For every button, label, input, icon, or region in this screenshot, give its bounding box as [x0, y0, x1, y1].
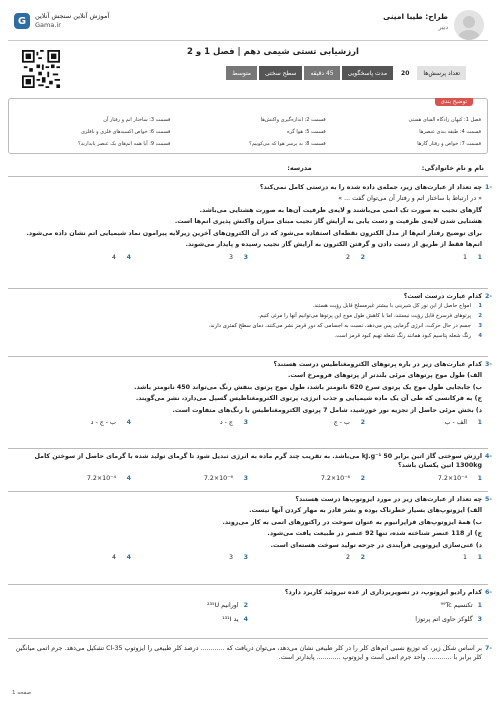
- option-text: 7.2×10⁻⁴: [437, 474, 467, 482]
- option[interactable]: 2 ب - ج: [333, 419, 365, 427]
- brand-name: آموزش آنلاین سنجش آنلاین: [35, 12, 110, 20]
- option[interactable]: 3 جسم در حال حرکت، انرژی گرمایی پس می‌دهد، نسبت به اجسامی که دور قرمز نشر می‌کنند، دمای سطح کمتری دارند.: [208, 323, 482, 330]
- option-text: ید ¹³¹I: [222, 615, 239, 623]
- page-number: صفحه 1: [12, 690, 32, 696]
- topic-item: قسمت 6: خواص اکسیدهای فلزی و نافلزی: [80, 129, 171, 135]
- header-divider: [8, 40, 488, 41]
- statement: د) بخش مرئی حاصل از تجزیه نور خورشید، شامل 7 پرتوی الکترومغناطیس با رنگ‌های متفاوت است.: [172, 406, 482, 414]
- info-duration-value: 45 دقیقه: [304, 66, 339, 80]
- option-text: الف - ب: [444, 419, 467, 427]
- statement: اتم‌ها فقط از طریق از دست دادن و گرفتن الکترون به آرایش گاز نجیب رسیده و پایدار می‌شوند.: [185, 241, 482, 249]
- question-stem: « در ارتباط با ساختار اتم و رفتار آن می‌توان گفت ... »: [338, 195, 482, 203]
- option[interactable]: 1 امواج حاصل از این نور کل شیرینی با بیشتر غیرمسلح قابل رؤیت هستند.: [312, 303, 482, 310]
- option[interactable]: 2 2: [345, 554, 365, 562]
- topic-item: قسمت 4: طبقه بندی عنصرها: [419, 129, 481, 135]
- question-1: [14, 183, 492, 262]
- options-row: [14, 474, 482, 483]
- topics-grid: [15, 117, 481, 147]
- topic-item: قسمت 7: خواص و رفتار گازها: [417, 141, 481, 147]
- options-row: [14, 418, 482, 427]
- statement: الف) طول موج پرتوهای مرئی بلندتر از پرتوهای فرومرخ است.: [287, 372, 482, 380]
- option[interactable]: 4 4: [111, 554, 131, 562]
- question-number: -4: [484, 453, 492, 460]
- topic-item: قسمت 5: هوا گره: [287, 129, 326, 135]
- topic-item: فصل 1: کیهان زادگاه الفبای هستی: [408, 117, 481, 123]
- question-text: کدام رادیو ایزوتوپ، در تصویربرداری از غده تیروئید کاربرد دارد؟: [284, 589, 482, 596]
- option[interactable]: 4 4: [111, 253, 131, 261]
- statement: ب) جابجایی طول موج یک پرتوی سرخ 620 نانومتر باشد، طول موج پرتوی بنفش رنگ می‌تواند 450 نانومتر باشد.: [134, 383, 482, 391]
- option[interactable]: 1 1: [462, 253, 482, 261]
- question-number: -2: [484, 293, 492, 300]
- option-text: ب - ج - د: [90, 419, 116, 427]
- option[interactable]: 2 7.2×10⁻⁶: [320, 474, 365, 482]
- option[interactable]: 1تکنسیم ⁹⁹Tc: [440, 602, 482, 610]
- option[interactable]: 1 1: [462, 554, 482, 562]
- statement: ج) به فرکانسی که طی آن یک ماده شیمیایی و جذب انرژی، پرتوی الکترومغناطیس گسیل می‌دارد، نشر می‌گویند.: [135, 395, 482, 403]
- option-text: اورانیم ²³⁵U: [206, 602, 239, 610]
- question-text: چه تعداد از عبارت‌های زیر، جمله‌ی داده شده را به درستی کامل نمی‌کند؟: [259, 184, 482, 191]
- question-divider: [8, 638, 488, 639]
- question-divider: [8, 288, 488, 289]
- option-text: 1: [462, 554, 467, 562]
- option-text: رنگ شعله پتاسیم کبود همانند رنگ شعله تهیم کبود قرمز است.: [334, 333, 471, 340]
- topic-item: قسمت 3: ساختار اتم و رفتار آن: [103, 117, 171, 123]
- statement: گازهای نجیب به صورت تک اتمی می‌باشند و لایه‌ی ظرفیت آن‌ها به صورت هشتایی می‌باشد.: [199, 206, 482, 214]
- info-count-label: تعداد پرسش‌ها: [417, 66, 466, 80]
- statement: الف) ایزوتوپ‌های بسیار خطرناک بوده و بشر قادر به مهار کردن آنها نیست.: [249, 507, 482, 515]
- qr-code-icon: [22, 50, 60, 88]
- options-row: [14, 553, 482, 562]
- option-text: پرتوهای فرسرخ قابل رؤیت نیستند، اما با کاهش طول موج این پرتوها می‌توانیم آنها را مرئی کنیم.: [258, 313, 471, 320]
- option-text: 7.2×10⁻⁶: [203, 474, 233, 482]
- page-title: ارزشیابی تستی شیمی دهم | فصل 1 و 2: [187, 47, 359, 57]
- brand[interactable]: [14, 12, 109, 30]
- topic-item: قسمت 8: به پرسر هوا که می‌کوییم؟: [249, 141, 326, 147]
- option-text: امواج حاصل از این نور کل شیرینی با بیشتر غیرمسلح قابل رؤیت هستند.: [312, 303, 471, 310]
- question-6: [14, 588, 492, 624]
- option[interactable]: 2اورانیم ²³⁵U: [206, 602, 248, 610]
- option-text: 2: [345, 253, 350, 261]
- options-row: [14, 615, 482, 624]
- statement: د) غنی‌سازی ایزوتوپی فرآیندی در جرحه تولید سوخت هسته‌ای است.: [270, 541, 482, 549]
- option-text: 2: [345, 554, 350, 562]
- option-text: ج - د: [219, 419, 233, 427]
- question-7: [14, 644, 492, 663]
- question-text: ارزش سوختی گاز اتین برابر kJ.g⁻¹ 50 می‌باشد. به تقریب چند گرم ماده به انرژی تبدیل شود تا گرمای تولید شده با گرمای حاصل از سوختن کامل 1300kg اتین یکسان باشد؟: [34, 453, 482, 470]
- avatar: [454, 10, 484, 40]
- option[interactable]: 3 ج - د: [219, 419, 248, 427]
- topic-item: قسمت 9: آیا همه اتم‌های یک عنصر پایدارند؟: [78, 141, 171, 147]
- question-divider: [8, 491, 488, 492]
- option[interactable]: 4ید ¹³¹I: [222, 615, 248, 623]
- option[interactable]: 4 ب - ج - د: [90, 419, 131, 427]
- question-text: بر اساس شکل زیر، که توزیع نسبی اتم‌های کلر را در کلر طبیعی نشان می‌دهد، می‌توان دریافت که ............ درصد کلر طبیعی را ایزوتوپ Cl-35 تشکیل می‌دهد. جرم اتمی میانگین کلر برابر با ............ واحد جرم اتمی است و ایزوتوپ ............ پایدارتر است.: [15, 645, 482, 662]
- statement: هشتایی شدن لایه‌ی ظرفیت و دست یابی به آرایش گاز نجیب مبنای میزان واکنش پذیری اتم‌ها است.: [174, 218, 482, 226]
- question-text: کدام عبارت درست است؟: [403, 293, 482, 300]
- question-number: -6: [484, 589, 492, 596]
- exam-info-bar: [226, 66, 466, 80]
- option[interactable]: 4 7.2×10⁻⁴: [86, 474, 131, 482]
- option-text: ب - ج: [333, 419, 350, 427]
- option-text: 4: [111, 554, 116, 562]
- question-2: [14, 292, 492, 341]
- question-text: چه تعداد از عبارت‌های زیر در مورد ایزوتوپ‌ها درست هستند؟: [295, 496, 482, 503]
- option-text: 7.2×10⁻⁴: [86, 474, 116, 482]
- option[interactable]: 1 الف - ب: [444, 419, 482, 427]
- page-header: [8, 8, 488, 48]
- option-text: جسم در حال حرکت، انرژی گرمایی پس می‌دهد، نسبت به اجسامی که دور قرمز نشر می‌کنند، دمای سطح کمتری دارند.: [208, 323, 471, 330]
- statement: ب) همهٔ ایزوتوپ‌های فراپرانیوم به عنوان سوخت در راکتورهای اتمی به کار می‌روند.: [222, 518, 482, 526]
- topic-item: قسمت 2: اندازه‌گیری واکنش‌ها: [260, 117, 326, 123]
- designer-info: [383, 12, 448, 31]
- option-text: تکنسیم ⁹⁹Tc: [440, 602, 473, 610]
- question-5: [14, 495, 492, 563]
- option-text: 1: [462, 253, 467, 261]
- student-info-row: [12, 164, 484, 172]
- question-divider: [8, 356, 488, 357]
- question-text: کدام عبارت‌های زیر در باره پرتوهای الکترومغناطیس درست هستند؟: [273, 361, 482, 368]
- option-text: 3: [228, 253, 233, 261]
- option-text: 4: [111, 253, 116, 261]
- question-3: [14, 360, 492, 428]
- info-count-value: 20: [395, 66, 415, 80]
- option[interactable]: 3 3: [228, 554, 248, 562]
- options-row: [14, 601, 482, 610]
- info-difficulty-label: سطح سختی: [259, 66, 302, 80]
- designer-role: دبیر: [438, 24, 448, 31]
- option-text: 7.2×10⁻⁶: [320, 474, 350, 482]
- name-label[interactable]: نام و نام خانوادگی:: [421, 164, 484, 172]
- brand-logo-icon: G: [14, 13, 30, 29]
- options-row: [14, 253, 482, 262]
- question-divider: [8, 584, 488, 585]
- option[interactable]: 2 2: [345, 253, 365, 261]
- question-divider: [8, 448, 488, 449]
- question-number: -5: [484, 496, 492, 503]
- question-number: -3: [484, 361, 492, 368]
- info-duration-label: مدت پاسخگویی: [342, 66, 393, 80]
- question-4: [14, 452, 492, 483]
- question-number: -1: [484, 184, 492, 191]
- option-text: 3: [228, 554, 233, 562]
- option-text: گلوکز حاوی اتم پرتوزا: [415, 615, 473, 623]
- option[interactable]: 2 پرتوهای فرسرخ قابل رؤیت نیستند، اما با کاهش طول موج این پرتوها می‌توانیم آنها را مرئی کنیم.: [258, 313, 482, 320]
- topics-tag: توضیح بندی: [435, 98, 473, 106]
- topics-box: [8, 98, 488, 154]
- option[interactable]: 3 7.2×10⁻⁶: [203, 474, 248, 482]
- option[interactable]: 4 رنگ شعله پتاسیم کبود همانند رنگ شعله تهیم کبود قرمز است.: [334, 333, 482, 340]
- statement: ج) از 118 عنصر شناخته شده، تنها 92 عنصر در طبیعت یافت می‌شود.: [267, 530, 482, 538]
- question-number: -7: [484, 645, 492, 652]
- statement: برای توضیح رفتار اتم‌ها از مدل الکترون نقطه‌ای استفاده می‌شود که در آن الکترون‌های آخرین زیرلایه پیرامون نماد شیمیایی اتم نشان داده می‌شود.: [26, 229, 482, 237]
- brand-text: [35, 12, 109, 30]
- designer-name: طراح: طیبا امینی: [383, 12, 448, 21]
- option[interactable]: 3گلوکز حاوی اتم پرتوزا: [415, 615, 482, 623]
- option[interactable]: 1 7.2×10⁻⁴: [437, 474, 482, 482]
- info-difficulty-value: متوسط: [226, 66, 257, 80]
- section-divider: [8, 176, 488, 177]
- option[interactable]: 3 3: [228, 253, 248, 261]
- school-label[interactable]: مدرسه:: [287, 164, 312, 172]
- brand-site: Gama.ir: [35, 21, 61, 29]
